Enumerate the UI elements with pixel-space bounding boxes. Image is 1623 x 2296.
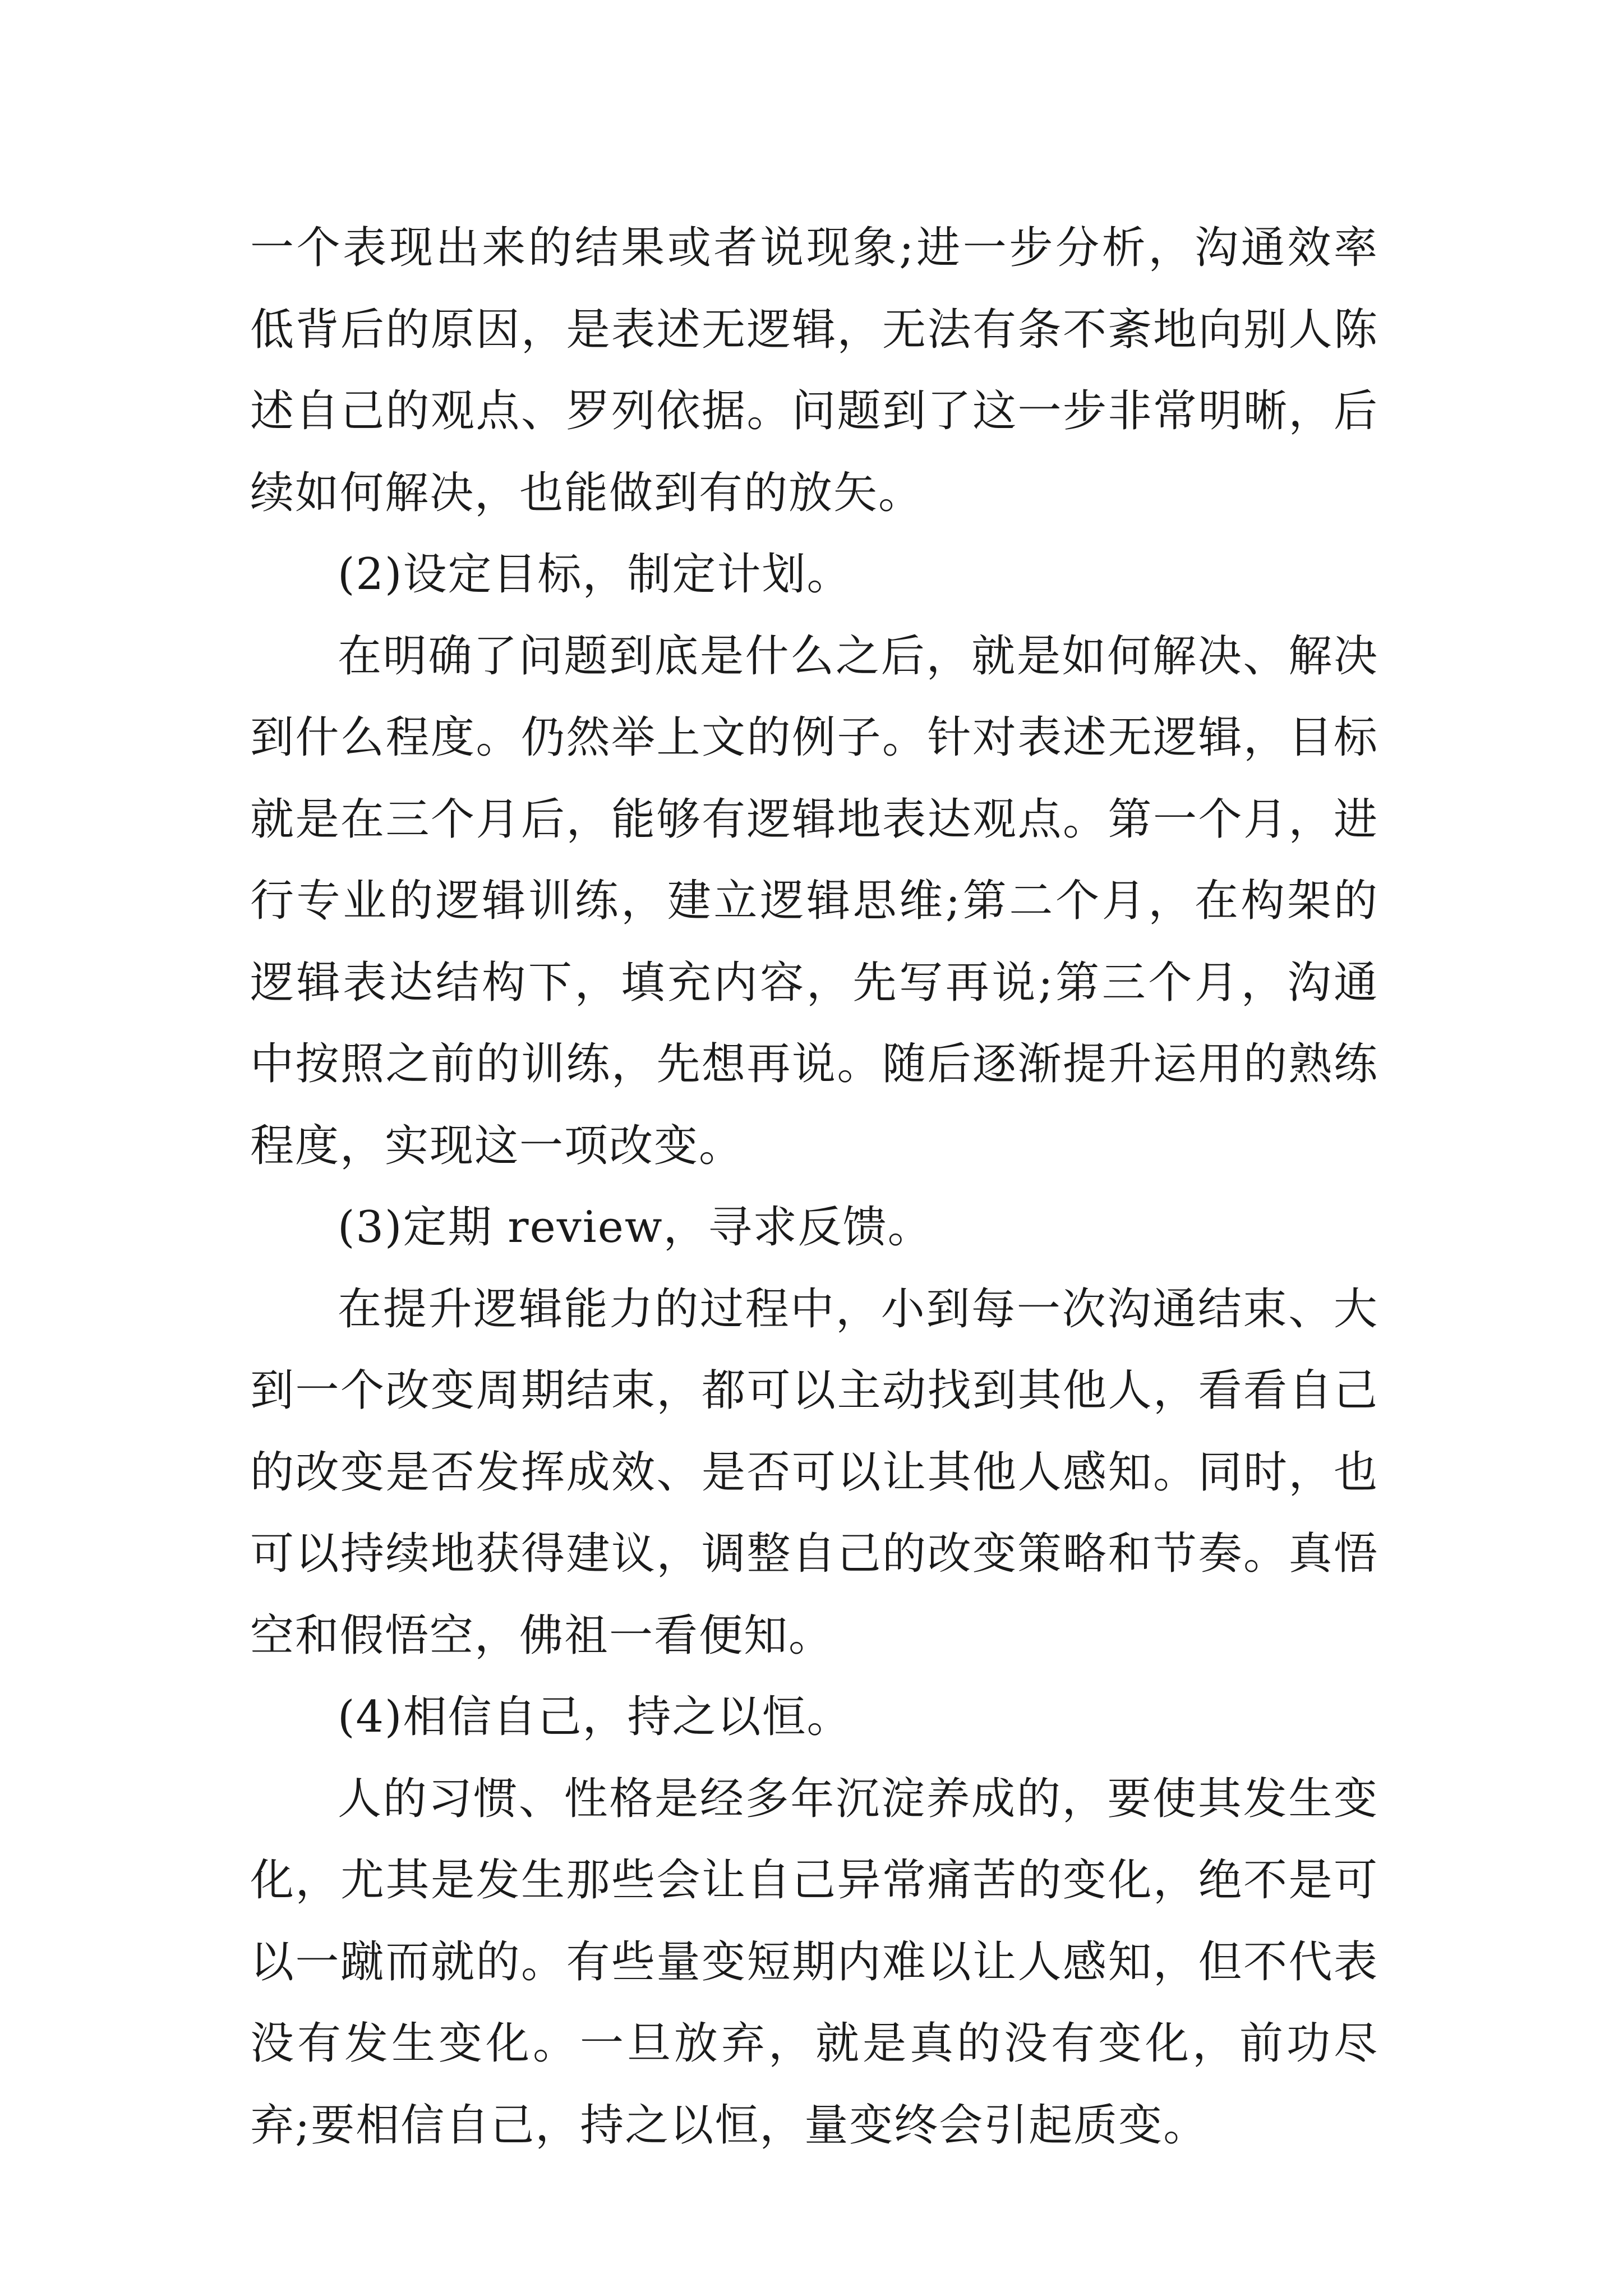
body-paragraph: 人的习惯、性格是经多年沉淀养成的，要使其发生变化，尤其是发生那些会让自己异常痛苦的变化，绝不是可以一蹴而就的。有些量变短期内难以让人感知，但不代表没有发生变化。一旦放弃，就是真的没有变化，前功尽弃;要相信自己，持之以恒，量变终会引起质变。: [250, 1773, 1378, 2151]
section-heading: (4)相信自己，持之以恒。: [338, 1692, 852, 1742]
section-heading: (2)设定目标，制定计划。: [338, 549, 852, 600]
body-paragraph: 在提升逻辑能力的过程中，小到每一次沟通结束、大到一个改变周期结束，都可以主动找到其他人，看看自己的改变是否发挥成效、是否可以让其他人感知。同时，也可以持续地获得建议，调整自己的改变策略和节奏。真悟空和假悟空，佛祖一看便知。: [250, 1283, 1378, 1661]
body-paragraph: 在明确了问题到底是什么之后，就是如何解决、解决到什么程度。仍然举上文的例子。针对表述无逻辑，目标就是在三个月后，能够有逻辑地表达观点。第一个月，进行专业的逻辑训练，建立逻辑思维;第二个月，在构架的逻辑表达结构下，填充内容，先写再说;第三个月，沟通中按照之前的训练，先想再说。随后逐渐提升运用的熟练程度，实现这一项改变。: [250, 631, 1378, 1171]
body-paragraph: 一个表现出来的结果或者说现象;进一步分析，沟通效率低背后的原因，是表述无逻辑，无法有条不紊地向别人陈述自己的观点、罗列依据。问题到了这一步非常明晰，后续如何解决，也能做到有的放矢。: [250, 223, 1378, 518]
document-body: [250, 208, 1378, 2166]
section-heading: (3)定期 review，寻求反馈。: [338, 1202, 933, 1253]
